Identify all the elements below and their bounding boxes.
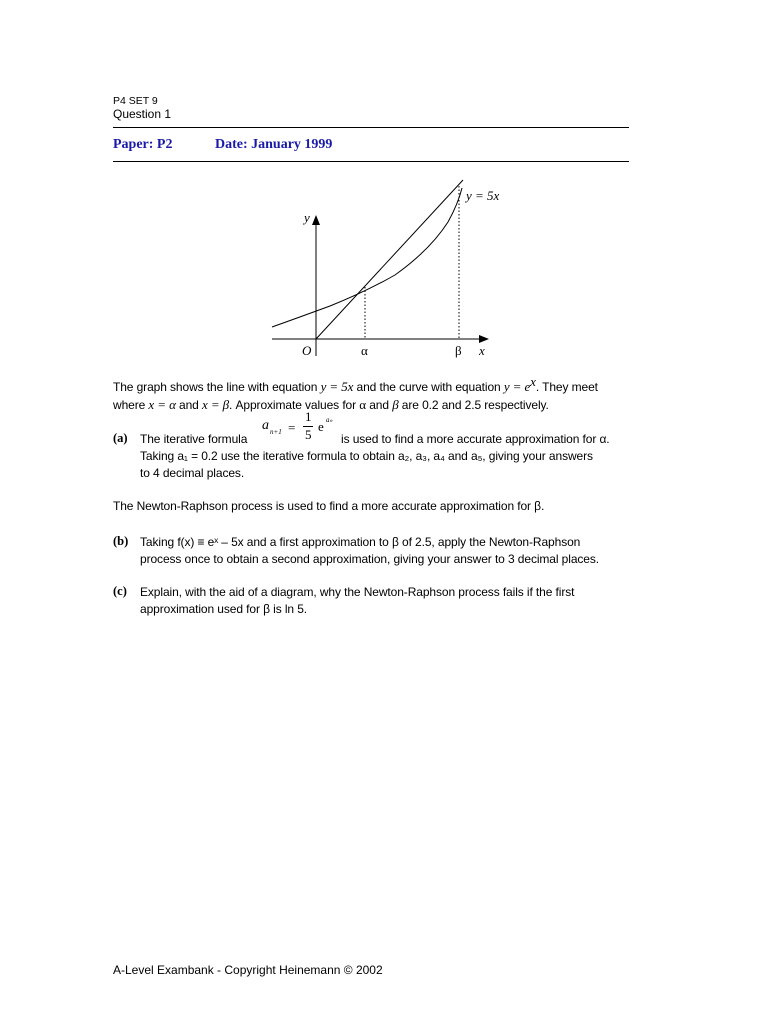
- origin-label: O: [302, 343, 312, 358]
- part-b-label: (b): [113, 534, 129, 548]
- part-a-label: (a): [113, 431, 128, 445]
- newton-raphson-intro: The Newton-Raphson process is used to find a more accurate approximation for β.: [113, 499, 545, 513]
- beta-label: β: [455, 343, 462, 358]
- part-b-text1: Taking f(x) ≡ eˣ – 5x and a first approximation to β of 2.5, apply the Newton-Raphson: [140, 535, 581, 549]
- part-c-label: (c): [113, 584, 127, 598]
- part-b-text2: process once to obtain a second approximation, giving your answer to 3 decimal places.: [140, 552, 599, 566]
- x-axis-label: x: [479, 343, 485, 358]
- date-label: Date: January 1999: [215, 137, 333, 152]
- intro-paragraph: The graph shows the line with equation y = 5x and the curve with equation $y = e^x$. They meet where x = α and x = β. Approximate values for α and β are 0.2 and 2.5 respectively.: [113, 374, 598, 412]
- alpha-label: α: [361, 343, 368, 358]
- line-label: y = 5x: [466, 188, 500, 203]
- part-a-text4: to 4 decimal places.: [140, 466, 245, 480]
- part-c-text2: approximation used for β is ln 5.: [140, 602, 308, 616]
- part-a-text1: The iterative formula: [140, 432, 248, 446]
- part-c-text1: Explain, with the aid of a diagram, why the Newton-Raphson process fails if the first: [140, 585, 575, 599]
- set-label: P4 SET 9: [113, 95, 158, 107]
- footer-copyright: A-Level Exambank - Copyright Heinemann © 2002: [113, 963, 383, 977]
- y-axis-label: y: [304, 210, 310, 225]
- part-a-text2: is used to find a more accurate approximation for α.: [341, 432, 610, 446]
- curve-y-ex: [272, 188, 462, 327]
- question-label: Question 1: [113, 107, 172, 121]
- paper-label: Paper: P2: [113, 137, 173, 152]
- line-y-5x: [316, 180, 463, 339]
- graph: [0, 0, 768, 380]
- part-a-text3: Taking a₁ = 0.2 use the iterative formula to obtain a₂, a₃, a₄ and a₅, giving your answers: [140, 449, 593, 463]
- iterative-formula: a n+1 = 1 5 e aₙ: [262, 409, 333, 442]
